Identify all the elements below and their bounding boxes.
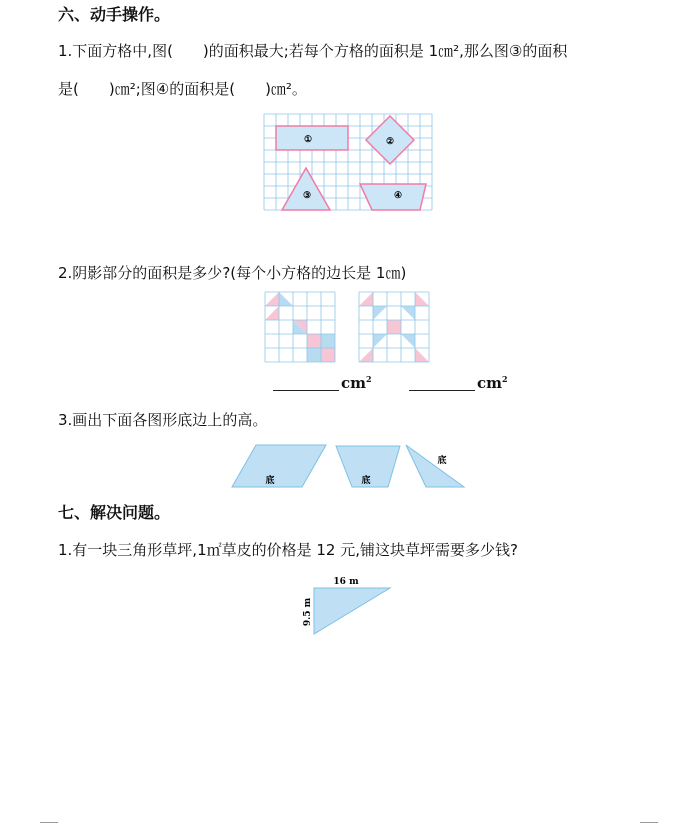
shaded-grid-a <box>265 292 335 362</box>
grid-figure-area-comparison <box>264 114 430 212</box>
shape-3-label: ③ <box>302 191 312 201</box>
base-height-figures <box>230 443 470 489</box>
shade-square <box>387 320 401 334</box>
shade-square <box>321 334 335 348</box>
unit-cm2-a: $cm^2$ <box>341 374 372 392</box>
shape-4-label: ④ <box>393 191 403 201</box>
question-7-1: 1.有一块三角形草坪,1㎡草皮的价格是 12 元,铺这块草坪需要多少钱? <box>58 541 518 559</box>
triangle-base-label: 底 <box>437 456 447 466</box>
question-6-3: 3.画出下面各图形底边上的高。 <box>58 411 268 429</box>
question-6-1-line-2: 是( )㎝²;图④的面积是( )㎝²。 <box>58 80 307 98</box>
answer-blank-a[interactable] <box>273 389 339 391</box>
trapezoid-base-label: 底 <box>361 476 371 486</box>
shape-2-label: ② <box>385 137 395 147</box>
shade-square <box>321 348 335 362</box>
section-7-title: 七、解决问题。 <box>58 503 171 522</box>
question-6-1-line-1: 1.下面方格中,图( )的面积最大;若每个方格的面积是 1㎝²,那么图③的面积 <box>58 42 568 60</box>
right-triangle-lawn <box>300 576 400 646</box>
shaded-grid-b <box>359 292 429 362</box>
triangle <box>406 445 464 487</box>
triangle-side-length: 9.5 m <box>303 597 313 627</box>
shade-square <box>307 348 321 362</box>
lawn-triangle <box>314 588 390 634</box>
question-6-2: 2.阴影部分的面积是多少?(每个小方格的边长是 1㎝) <box>58 264 407 282</box>
unit-cm2-b: $cm^2$ <box>477 374 508 392</box>
parallelogram <box>232 445 326 487</box>
triangle-top-length: 16 m <box>333 577 359 587</box>
shade-square <box>307 334 321 348</box>
answer-blank-b[interactable] <box>409 389 475 391</box>
shape-1-label: ① <box>303 135 313 145</box>
parallelogram-base-label: 底 <box>265 476 275 486</box>
section-6-title: 六、动手操作。 <box>58 5 171 24</box>
